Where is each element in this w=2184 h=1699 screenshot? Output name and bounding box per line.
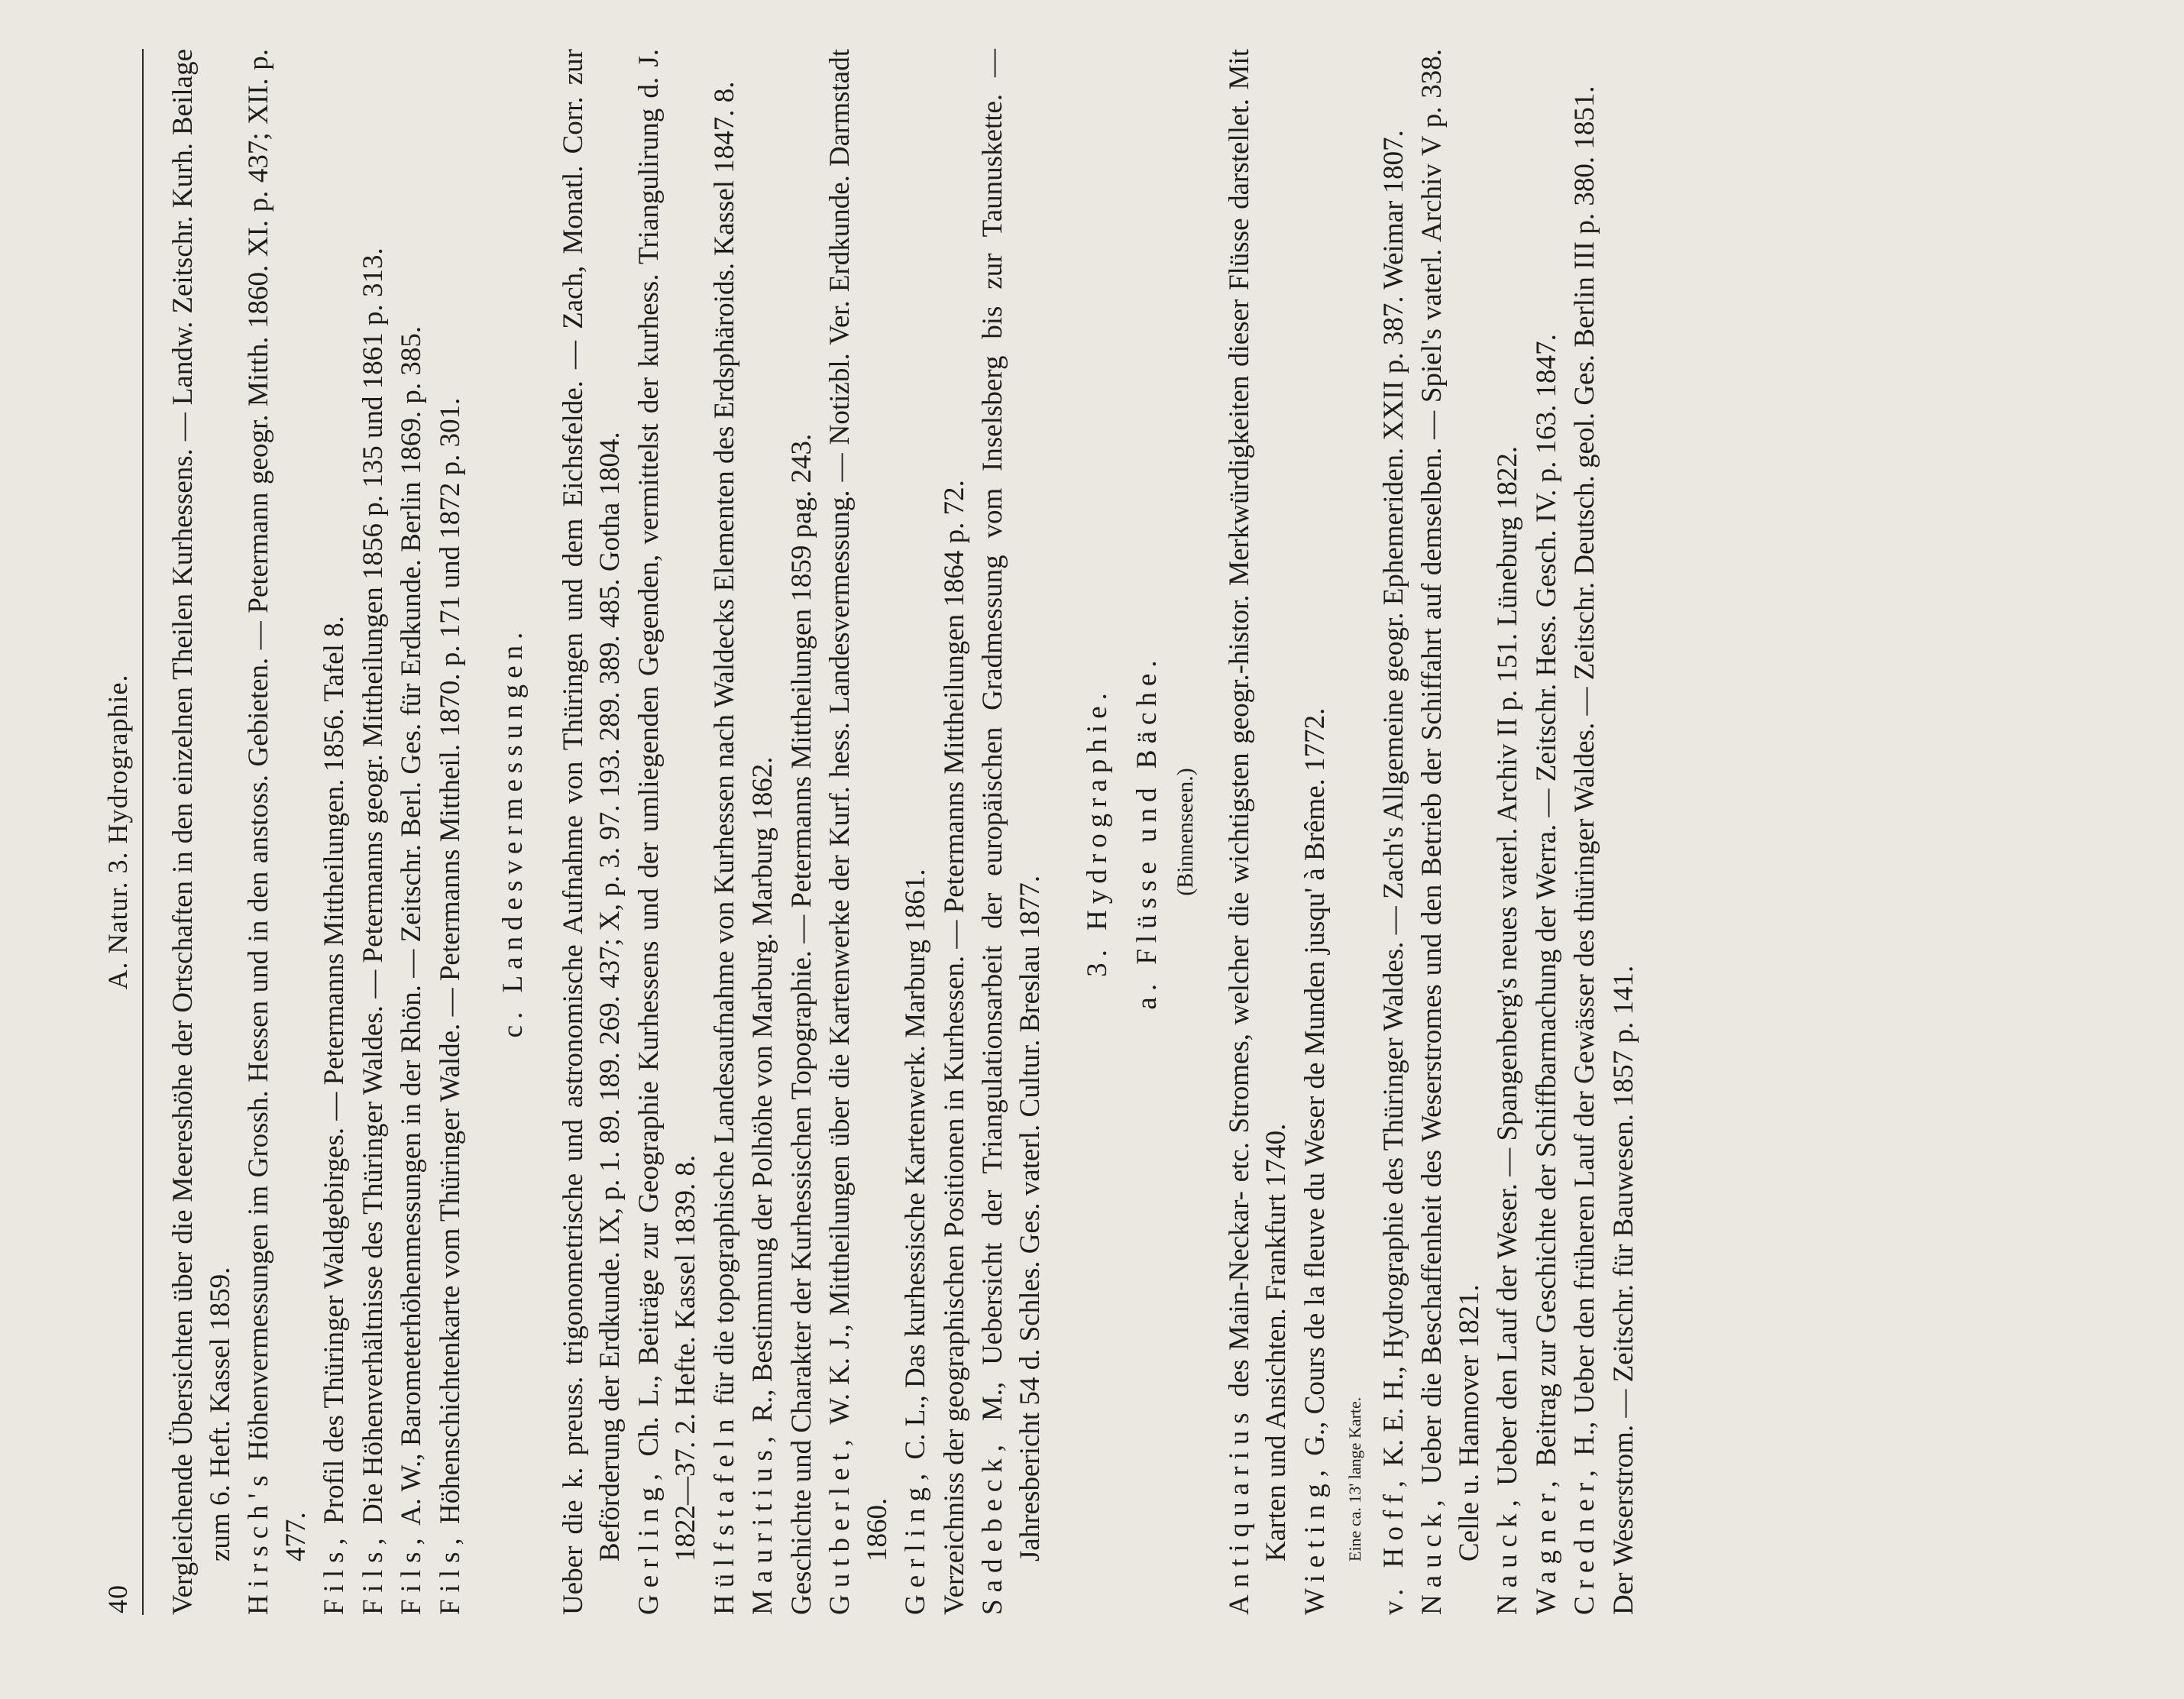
bibliography-entry: Antiquarius des Main-Neckar- etc. Stromes, welcher die wichtigsten geogr.-histor. Merkwürdigkeiten dieser Flüsse darstellet. Mit Karten und Ansichten. Frankfurt 1740. — [1223, 49, 1292, 1615]
bibliography-entry: Credner, H., Ueber den früheren Lauf der Gewässer des thüringer Waldes. — Zeitschr. Deutsch. geol. Ges. Berlin III p. 380. 1851. — [1569, 86, 1600, 1615]
bibliography-entry: Der Weserstrom. — Zeitschr. für Bauwesen. 1857 p. 141. — [1607, 965, 1639, 1615]
running-title: A. Natur. 3. Hydrographie. — [102, 674, 133, 990]
header-rule — [142, 49, 144, 1615]
bibliography-entry: Gutberlet, W. K. J., Mittheilungen über die Kartenwerke der Kurf. hess. Landesvermessung. — Notizbl. Ver. Erdkunde. Darmstadt 1860. — [824, 49, 893, 1615]
bibliography-entry: Nauck, Ueber die Beschaffenheit des Weserstromes und den Betrieb der Schiffahrt auf demselben. — Spiel's vaterl. Archiv V p. 338. Celle u. Hannover 1821. — [1416, 49, 1485, 1615]
bibliography-entry: Gerling, C. L., Das kurhessische Kartenwerk. Marburg 1861. — [900, 869, 931, 1615]
entry-note: Eine ca. 13' lange Karte. — [1345, 1396, 1364, 1561]
bibliography-entry: Gerling, Ch. L., Beiträge zur Geographie Kurhessens und der umliegenden Gegenden, vermittelst der kurhess. Triangulirung d. J. 1822—37. 2. Hefte. Kassel 1839. 8. — [633, 49, 701, 1615]
bibliography-entry: Fils, Höhenschichtenkarte vom Thüringer Walde. — Petermanns Mittheil. 1870. p. 171 und 1872 p. 301. — [434, 397, 466, 1615]
section-heading-hydrographie: 3. Hydrographie. — [1082, 687, 1113, 977]
bibliography-entry: Sadebeck, M., Uebersicht der Triangulationsarbeit der europäischen Gradmessung vom Inselsberg bis zur Taunuskette. — Jahresbericht 54 d. Schles. Ges. vaterl. Cultur. Breslau 1877. — [977, 49, 1046, 1615]
page-body — [99, 49, 1642, 1615]
bibliography-entry: Fils, A. W., Barometerhöhenmessungen in der Rhön. — Zeitschr. Berl. Ges. für Erdkunde. Berlin 1869. p. 385. — [396, 325, 427, 1615]
bibliography-entry: Vergleichende Übersichten über die Meereshöhe der Ortschaften in den einzelnen Theilen Kurhessens. — Landw. Zeitschr. Kurh. Beilage zum 6. Heft. Kassel 1859. — [167, 49, 236, 1615]
running-head — [99, 49, 138, 1615]
bibliography-entry: Fils, Profil des Thüringer Waldgebirges. — Petermanns Mittheilungen. 1856. Tafel 8. — [319, 616, 350, 1615]
bibliography-entry: Hirsch's Höhenvermessungen im Grossh. Hessen und in den anstoss. Gebieten. — Petermann geogr. Mitth. 1860. XI. p. 437; XII. p. 477. — [243, 49, 312, 1615]
subsection-heading-fluesse: a. Flüsse und Bäche. — [1131, 654, 1163, 1010]
bibliography-entry: Geschichte und Charakter der Kurhessischen Topographie. — Petermanns Mittheilungen 1859 pag. 243. — [785, 433, 817, 1615]
bibliography-entry: Wagner, Beitrag zur Geschichte der Schiffbarmachung der Werra. — Zeitschr. Hess. Gesch. IV. p. 163. 1847. — [1530, 334, 1562, 1615]
bibliography-entry: Wieting, G., Cours de la fleuve du Weser de Munden jusqu' à Brême. 1772. Eine ca. 13' lange Karte. — [1299, 707, 1364, 1615]
bibliography-entry: Hülfstafeln für die topographische Landesaufnahme von Kurhessen nach Waldecks Elementen des Erdsphäroids. Kassel 1847. 8. — [708, 81, 740, 1615]
page-number: 40 — [102, 1584, 133, 1613]
bibliography-entry: v. Hoff, K. E. H., Hydrographie des Thüringer Waldes. — Zach's Allgemeine geogr. Ephemeriden. XXII p. 387. Weimar 1807. — [1377, 130, 1409, 1615]
section-heading-landesvermessungen: c. Landesvermessungen. — [497, 626, 529, 1038]
subsection-note: (Binnenseen.) — [1173, 768, 1198, 896]
bibliography-entry: Ueber die k. preuss. trigonometrische und astronomische Aufnahme von Thüringen und dem Eichsfelde. — Zach, Monatl. Corr. zur Beförderung der Erdkunde. IX, p. 1. 89. 189. 269. 437; X, p. 3. 97. 193. 289. 389. 485. Gotha 1804. — [557, 49, 626, 1615]
bibliography-entry: Verzeichniss der geographischen Positionen in Kurhessen. — Petermanns Mittheilungen 1864 p. 72. — [938, 480, 970, 1615]
bibliography-entry: Mauritius, R., Bestimmung der Polhöhe von Marburg. Marburg 1862. — [747, 756, 778, 1615]
bibliography-entry: Nauck, Ueber den Lauf der Weser. — Spangenberg's neues vaterl. Archiv II p. 151. Lüneburg 1822. — [1492, 445, 1523, 1615]
bibliography-entry: Fils, Die Höhenverhältnisse des Thüringer Waldes. — Petermanns geogr. Mittheilungen 1856 p. 135 und 1861 p. 313. — [357, 248, 389, 1615]
